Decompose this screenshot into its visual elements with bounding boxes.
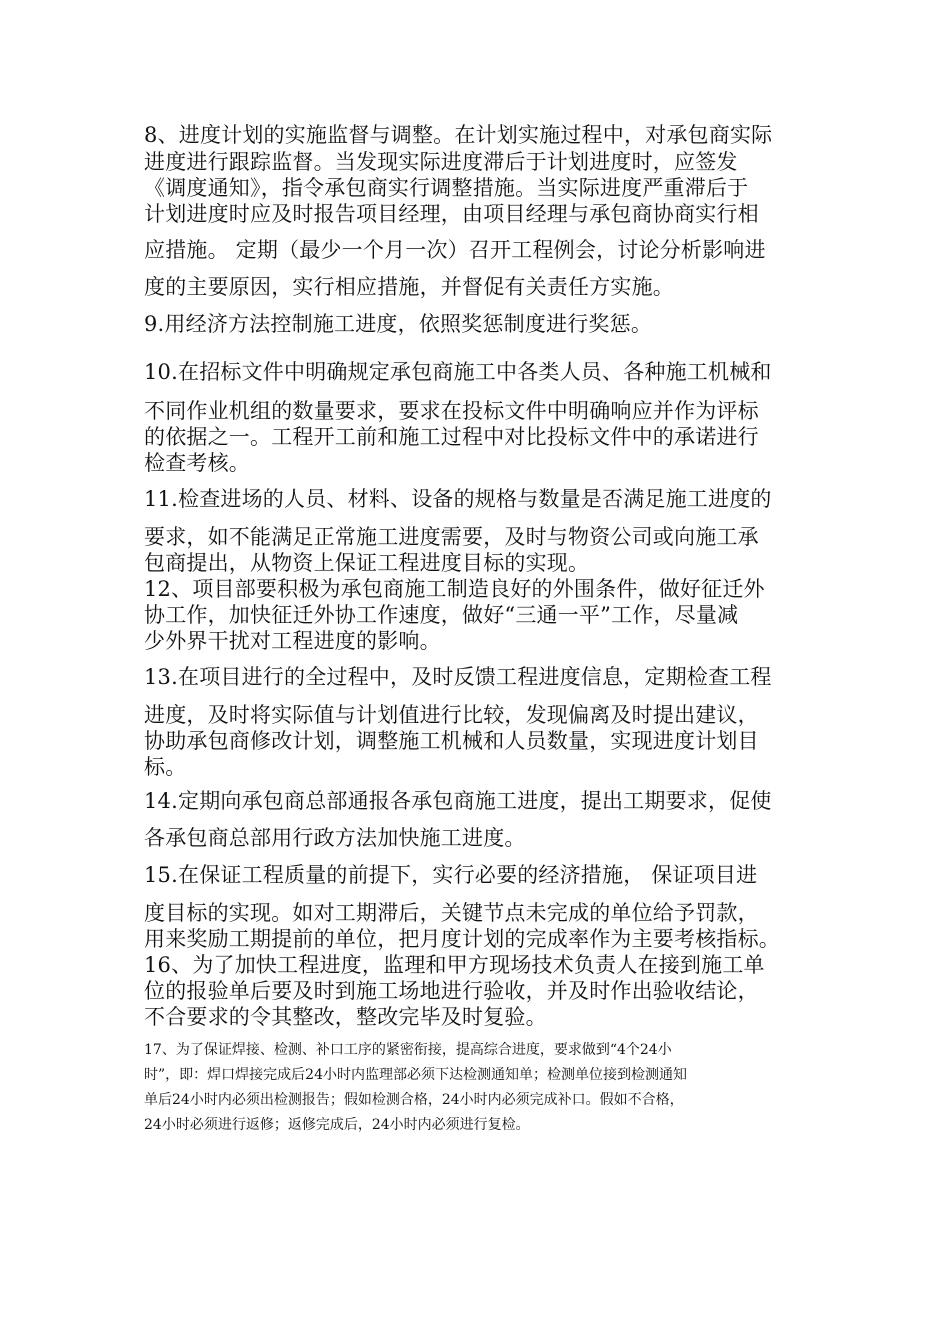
text-line: 不合要求的令其整改，整改完毕及时复验。 [144, 1005, 547, 1029]
text-line: 检查考核。 [144, 451, 250, 475]
text-line: 不同作业机组的数量要求，要求在投标文件中明确响应并作为评标 [144, 399, 759, 423]
text-line: 少外界干扰对工程进度的影响。 [144, 629, 441, 653]
text-line: 位的报验单后要及时到施工场地进行验收，并及时作出验收结论， [144, 979, 759, 1003]
text-line: 应措施。 定期（最少一个月一次）召开工程例会，讨论分析影响进 [144, 238, 766, 262]
text-line: 用来奖励工期提前的单位，把月度计划的完成率作为主要考核指标。 [144, 927, 780, 951]
text-line: 标。 [144, 755, 187, 779]
text-line: 度目标的实现。如对工期滞后，关键节点未完成的单位给予罚款， [144, 901, 759, 925]
text-line: 9.用经济方法控制施工进度，依照奖惩制度进行奖惩。 [144, 312, 653, 336]
text-line: 计划进度时应及时报告项目经理，由项目经理与承包商协商实行相 [144, 202, 759, 226]
text-line: 进度进行跟踪监督。当发现实际进度滞后于计划进度时，应签发 [144, 150, 738, 174]
text-line: 协助承包商修改计划，调整施工机械和人员数量，实现进度计划目 [144, 729, 759, 753]
text-line: 进度，及时将实际值与计划值进行比较，发现偏离及时提出建议， [144, 703, 759, 727]
small-text-line: 单后24小时内必须出检测报告；假如检测合格，24小时内必须完成补口。假如不合格， [144, 1092, 684, 1108]
text-line: 的依据之一。工程开工前和施工过程中对比投标文件中的承诺进行 [144, 425, 759, 449]
text-line: 16、为了加快工程进度，监理和甲方现场技术负责人在接到施工单 [144, 953, 765, 977]
text-line: 15.在保证工程质量的前提下，实行必要的经济措施， 保证项目进 [144, 863, 758, 887]
text-line: 10.在招标文件中明确规定承包商施工中各类人员、各种施工机械和 [144, 360, 772, 384]
small-text-line: 17、为了保证焊接、检测、补口工序的紧密衔接，提高综合进度，要求做到“4个24小 [144, 1042, 672, 1058]
text-line: 各承包商总部用行政方法加快施工进度。 [144, 826, 526, 850]
text-line: 度的主要原因，实行相应措施，并督促有关责任方实施。 [144, 275, 674, 299]
text-line: 14.定期向承包商总部通报各承包商施工进度，提出工期要求，促使 [144, 789, 772, 813]
text-line: 《调度通知》，指令承包商实行调整措施。当实际进度严重滞后于 [144, 176, 749, 200]
small-text-line: 24小时必须进行返修；返修完成后，24小时内必须进行复检。 [144, 1117, 530, 1133]
text-line: 12、项目部要积极为承包商施工制造良好的外围条件，做好征迁外 [144, 577, 765, 601]
text-line: 要求，如不能满足正常施工进度需要，及时与物资公司或向施工承 [144, 525, 759, 549]
text-line: 13.在项目进行的全过程中，及时反馈工程进度信息，定期检查工程 [144, 665, 772, 689]
text-line: 8、进度计划的实施监督与调整。在计划实施过程中，对承包商实际 [144, 123, 773, 147]
small-text-line: 时”，即：焊口焊接完成后24小时内监理部必须下达检测通知单；检测单位接到检测通知 [144, 1067, 687, 1083]
text-line: 包商提出，从物资上保证工程进度目标的实现。 [144, 551, 590, 575]
text-line: 协工作，加快征迁外协工作速度，做好“三通一平”工作，尽量减 [144, 603, 739, 627]
text-line: 11.检查进场的人员、材料、设备的规格与数量是否满足施工进度的 [144, 487, 772, 511]
